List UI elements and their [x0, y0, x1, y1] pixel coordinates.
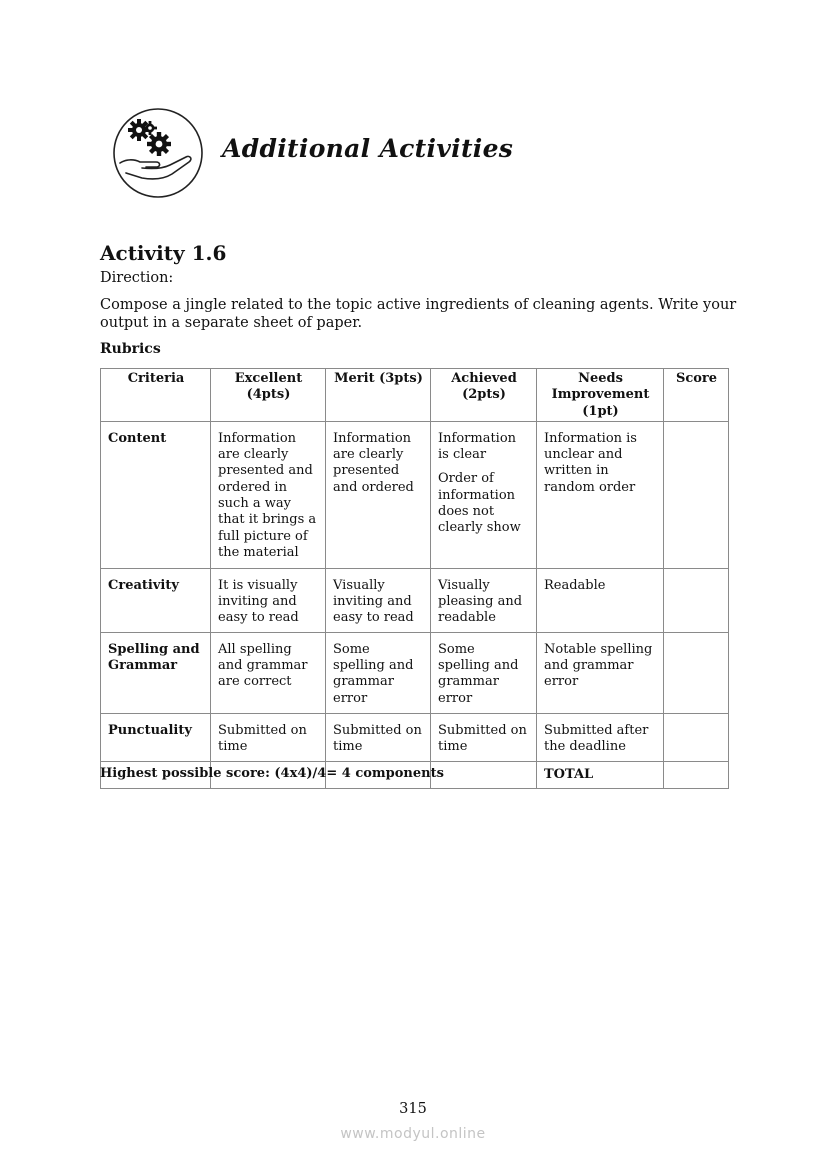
merit-cell: Visually inviting and easy to read	[326, 568, 431, 632]
criteria-cell: Spelling and Grammar	[101, 632, 211, 713]
table-row	[101, 632, 729, 713]
rubric-table	[100, 368, 729, 789]
header-merit: Merit (3pts)	[326, 369, 431, 422]
score-cell	[664, 568, 729, 632]
excellent-cell: Information are clearly presented and ordered in such a way that it brings a full picture of the material	[211, 421, 326, 568]
achieved-cell: Some spelling and grammar error	[431, 632, 537, 713]
score-cell	[664, 632, 729, 713]
excellent-cell: Submitted on time	[211, 713, 326, 761]
criteria-cell: Creativity	[101, 568, 211, 632]
merit-cell: Submitted on time	[326, 713, 431, 761]
achieved-cell: Visually pleasing and readable	[431, 568, 537, 632]
achieved-cell	[431, 421, 537, 568]
watermark: www.modyul.online	[340, 1126, 486, 1142]
needs-improvement-cell: Readable	[537, 568, 664, 632]
activity-instructions: Compose a jingle related to the topic active ingredients of cleaning agents. Write your output in a separate sheet of paper.	[100, 297, 737, 331]
criteria-cell: Content	[101, 421, 211, 568]
achieved-extra-text: Order of information does not clearly show	[438, 471, 521, 536]
highest-score-note: Highest possible score: (4x4)/4= 4 components	[100, 766, 444, 781]
table-row	[101, 713, 729, 761]
needs-improvement-cell: Information is unclear and written in random order	[537, 421, 664, 568]
total-score-cell	[664, 761, 729, 788]
merit-cell: Some spelling and grammar error	[326, 632, 431, 713]
rubrics-label: Rubrics	[100, 341, 161, 357]
criteria-cell: Punctuality	[101, 713, 211, 761]
section-title: Additional Activities	[222, 134, 514, 163]
direction-label: Direction:	[100, 270, 174, 286]
header-criteria: Criteria	[101, 369, 211, 422]
score-cell	[664, 421, 729, 568]
page-number: 315	[399, 1101, 427, 1117]
rubric-header-row	[101, 369, 729, 422]
needs-improvement-cell: Notable spelling and grammar error	[537, 632, 664, 713]
achieved-text: Information is clear	[438, 430, 517, 463]
achieved-cell: Submitted on time	[431, 713, 537, 761]
header-score: Score	[664, 369, 729, 422]
score-cell	[664, 713, 729, 761]
needs-improvement-cell: Submitted after the deadline	[537, 713, 664, 761]
excellent-cell: It is visually inviting and easy to read	[211, 568, 326, 632]
gears-hand-icon	[112, 107, 204, 199]
header-needs-improvement: Needs Improvement (1pt)	[537, 369, 664, 422]
activity-title: Activity 1.6	[100, 241, 227, 265]
table-row	[101, 421, 729, 568]
header-excellent: Excellent (4pts)	[211, 369, 326, 422]
total-label: TOTAL	[537, 761, 664, 788]
empty-cell	[431, 761, 537, 788]
table-row	[101, 568, 729, 632]
excellent-cell: All spelling and grammar are correct	[211, 632, 326, 713]
merit-cell: Information are clearly presented and ordered	[326, 421, 431, 568]
header-achieved: Achieved (2pts)	[431, 369, 537, 422]
